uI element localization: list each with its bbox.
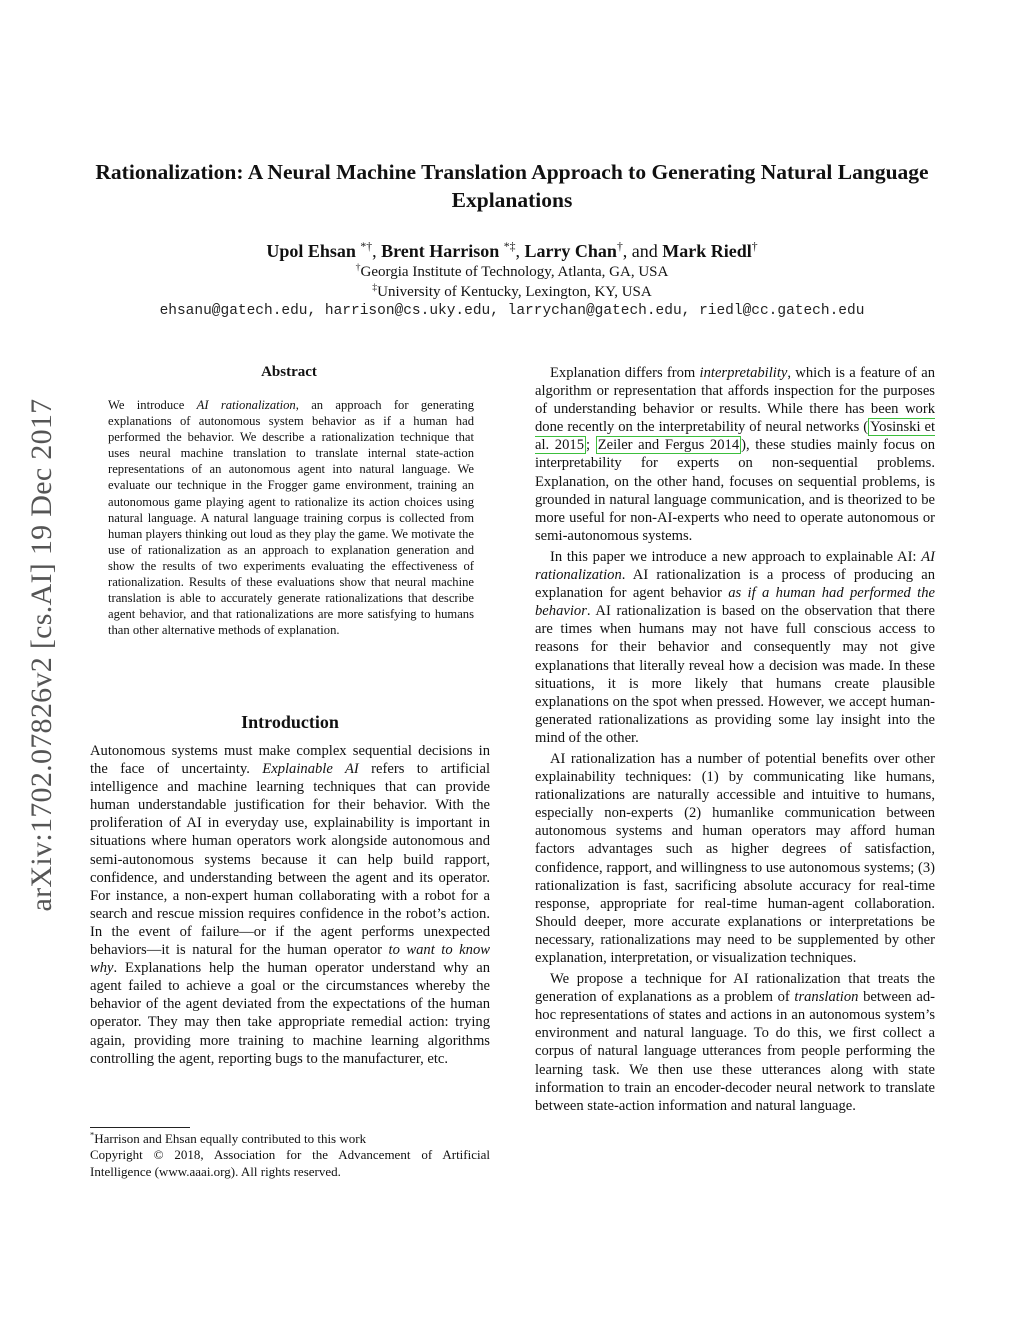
introduction-paragraph: Autonomous systems must make complex sequential decisions in the face of uncertainty. Explainable AI refers to artificial intelligence and machine learning techniques that can provide human understandable justification for their behavior. With the proliferation of AI in everyday use, explainability is important in situations where human operators work alongside autonomous and semi-autonomous systems because it can help build rapport, confidence, and understanding between the agent and its operator. For instance, a non-expert human collaborating with a robot for a search and rescue mission requires confidence in the robot’s action. In the event of failure—or if the agent performs unexpected behaviors—it is natural for the human operator to want to know why. Explanations help the human operator understand why an agent failed to achieve a goal or the circumstances whereby the behavior of the agent deviated from the expectations of the human operator. They may then take appropriate remedial action: trying again, providing more training to machine learning algorithms controlling the agent, reporting bugs to the manufacturer, etc. [90, 743, 490, 1067]
copyright-notice: Copyright © 2018, Association for the Advancement of Artificial Intelligence (www.aaai.org). All rights reserved. [90, 1147, 490, 1179]
affiliation-1 [80, 262, 944, 282]
citation-link[interactable]: Yosinski et al. 2015 [535, 419, 935, 454]
affiliation-2 [80, 282, 944, 302]
author-marks: † [751, 240, 758, 253]
footnote-note: *Harrison and Ehsan equally contributed to this work [90, 1129, 367, 1146]
author-list [80, 239, 944, 263]
arxiv-id: arXiv:1702.07826v2 [cs.AI] 19 Dec 2017 [25, 398, 58, 912]
author-separator: , and [622, 241, 663, 261]
body-paragraph: We propose a technique for AI rationalization that treats the generation of explanations as a problem of translation between ad-hoc representations of states and actions in an autonomous system’s environment and natural language. To do this, we first collect a corpus of natural language utterances from people performing the learning task. We then use these utterances along with state information to train an encoder-decoder neural network to translate between state-action information and natural language. [535, 971, 935, 1114]
copyright-symbol: © [153, 1147, 164, 1162]
abstract-heading: Abstract [261, 364, 317, 380]
introduction-heading: Introduction [241, 712, 339, 732]
author-emails: ehsanu@gatech.edu, harrison@cs.uky.edu, larrychan@gatech.edu, riedl@cc.gatech.edu [159, 303, 865, 319]
footnote-rule [90, 1127, 190, 1128]
author-name: Mark Riedl [662, 241, 752, 261]
affiliation-text: University of Kentucky, Lexington, KY, USA [377, 284, 652, 300]
right-column [535, 364, 935, 1118]
author-marks: *† [360, 240, 373, 253]
paper-title: Rationalization: A Neural Machine Translation Approach to Generating Natural Language Explanations [95, 160, 929, 212]
author-name: Brent Harrison [381, 241, 500, 261]
affiliation-mark: ‡ [372, 282, 378, 293]
body-paragraph: In this paper we introduce a new approach to explainable AI: AI rationalization. AI rationalization is a process of producing an explanation for agent behavior as if a human had performed the behavior. AI rationalization is based on the observation that there are times when humans may not have full conscious access to reasons for their behavior and consequently may not give explanations that literally reveal how a decision was made. In these situations, it is more likely that humans create plausible explanations on the spot when pressed. However, we accept human-generated rationalizations as providing some lay insight into the mind of the other. [535, 548, 935, 746]
arxiv-stamp [18, 355, 66, 955]
body-paragraph: Explanation differs from interpretability, which is a feature of an algorithm or representation that affords inspection for the purposes of understanding behavior or results. While there has been work done recently on the interpretability of neural networks ( Yosinski et al. 2015 ; Zeiler and Fergus 2014 ), these studies mainly focus on interpretability for experts on non-sequential problems. Explanation, on the other hand, focuses on sequential problems, is grounded in natural language communication, and is theorized to be more useful for non-AI-experts who need to operate autonomous or semi-autonomous systems. [535, 365, 936, 544]
author-marks: † [616, 240, 623, 253]
author-name: Larry Chan [524, 241, 617, 261]
abstract-text: We introduce AI rationalization, an approach for generating explanations of autonomous system behavior as if a human had performed the behavior. We describe a rationalization technique that uses neural machine translation to translate internal state-action representations of an autonomous agent into natural language. We evaluate our technique in the Frogger game environment, training an autonomous game playing agent to rationalize its action choices using natural language. A natural language training corpus is collected from human players thinking out loud as they play the game. We motivate the use of rationalization as an approach to explanation generation and show the results of two experiments evaluating the effectiveness of rationalization. Results of these evaluations show that neural machine translation is able to accurately generate rationalizations that describe agent behavior, and that rationalizations are more satisfying to humans than other alternative methods of explanation. [108, 398, 474, 638]
author-name: Upol Ehsan [266, 241, 356, 261]
body-paragraph: AI rationalization has a number of potential benefits over other explainability techniques: (1) by communicating like humans, rationalizations are naturally accessible and intuitive to humans, especially non-experts (2) humanlike communication between autonomous systems and human operators may afford human factors advantages such as higher degrees of satisfaction, confidence, rapport, and willingness to use autonomous systems; (3) rationalization is fast, sacrificing absolute accuracy for real-time response, appropriate for real-time human-agent collaboration. Should deeper, more accurate explanations or interpretations be necessary, rationalizations may need to be supplemented by other explanation, interpretation, or visualization techniques. [535, 750, 935, 966]
affiliation-mark: † [355, 262, 361, 273]
author-separator: , [372, 241, 382, 261]
author-separator: , [515, 241, 525, 261]
author-marks: *‡ [503, 240, 516, 253]
affiliation-text: Georgia Institute of Technology, Atlanta, GA, USA [360, 264, 669, 280]
citation-link[interactable]: Zeiler and Fergus 2014 [597, 437, 740, 454]
